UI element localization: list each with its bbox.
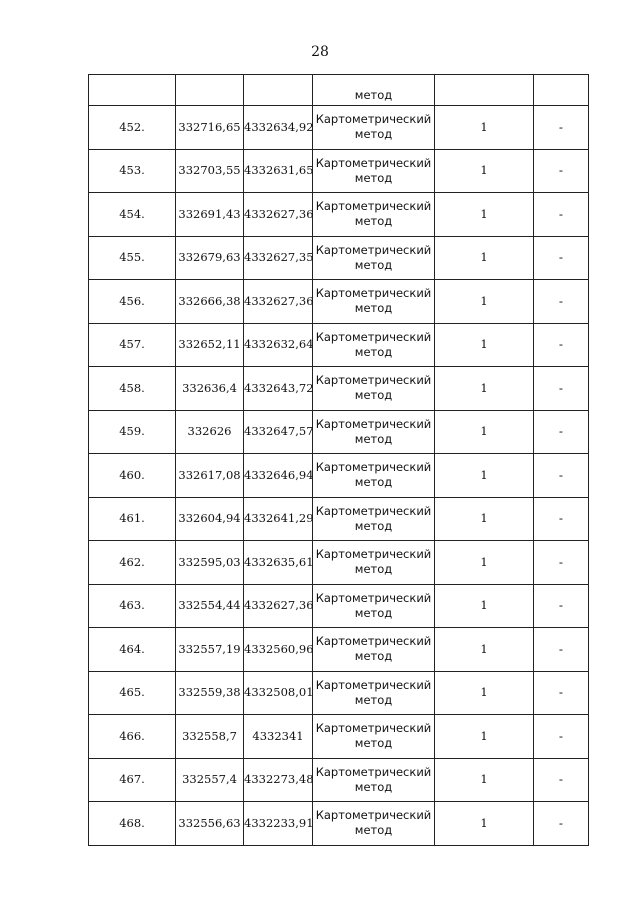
method-line-2: метод [354,475,393,490]
cell-description: - [534,323,589,367]
cell-description [534,75,589,106]
page-number: 28 [311,44,329,60]
cell-y: 4332643,72 [244,367,313,411]
method-line-2: метод [354,779,393,794]
method-line-2: метод [354,649,393,664]
cell-number [89,75,176,106]
cell-x: 332556,63 [176,802,244,846]
method-line-1: Картометрический [315,155,432,170]
cell-method [313,584,435,628]
method-line-2: метод [354,736,393,751]
method-line-2: метод [354,257,393,272]
method-line-1: Картометрический [315,634,432,649]
cell-x: 332652,11 [176,323,244,367]
cell-y: 4332627,36 [244,584,313,628]
cell-method [313,410,435,454]
method-line-1: Картометрический [315,808,432,823]
cell-accuracy: 1 [435,280,534,324]
cell-description: - [534,149,589,193]
method-line-1: Картометрический [315,416,432,431]
cell-number: 457. [89,323,176,367]
cell-y: 4332631,65 [244,149,313,193]
table-body [89,75,589,846]
cell-y: 4332634,92 [244,106,313,150]
method-line-2: метод [354,214,393,229]
table-row [89,497,589,541]
method-line-1: Картометрический [315,242,432,257]
method-line-1: Картометрический [315,547,432,562]
cell-description: - [534,671,589,715]
table-row [89,671,589,715]
cell-description: - [534,193,589,237]
cell-number: 464. [89,628,176,672]
cell-number: 461. [89,497,176,541]
cell-accuracy: 1 [435,497,534,541]
table-row [89,410,589,454]
cell-accuracy: 1 [435,758,534,802]
cell-number: 466. [89,715,176,759]
table-row [89,236,589,280]
cell-x: 332617,08 [176,454,244,498]
cell-y: 4332627,35 [244,236,313,280]
method-line-2: метод [354,344,393,359]
cell-method [313,454,435,498]
cell-method [313,671,435,715]
cell-y: 4332632,64 [244,323,313,367]
cell-method [313,106,435,150]
cell-description: - [534,584,589,628]
cell-method [313,149,435,193]
cell-x: 332557,4 [176,758,244,802]
cell-accuracy: 1 [435,802,534,846]
cell-description: - [534,715,589,759]
method-line-2: метод [354,388,393,403]
table-row [89,584,589,628]
cell-method [313,367,435,411]
method-line-1: Картометрический [315,286,432,301]
cell-accuracy: 1 [435,410,534,454]
cell-method [313,280,435,324]
method-line-1: Картометрический [315,199,432,214]
cell-accuracy: 1 [435,149,534,193]
cell-accuracy: 1 [435,106,534,150]
cell-x [176,75,244,106]
cell-x: 332554,44 [176,584,244,628]
cell-description: - [534,628,589,672]
method-line-1: Картометрический [315,721,432,736]
cell-description: - [534,367,589,411]
cell-number: 455. [89,236,176,280]
cell-y: 4332627,36 [244,280,313,324]
table-row [89,541,589,585]
cell-accuracy: 1 [435,715,534,759]
method-line-2: метод [354,127,393,142]
table-row [89,758,589,802]
method-line-2: метод [354,562,393,577]
cell-method [313,802,435,846]
cell-y: 4332233,91 [244,802,313,846]
cell-method [313,758,435,802]
table-row [89,280,589,324]
method-line-2: метод [354,692,393,707]
cell-x: 332557,19 [176,628,244,672]
cell-description: - [534,758,589,802]
cell-accuracy: 1 [435,193,534,237]
cell-y: 4332647,57 [244,410,313,454]
cell-accuracy: 1 [435,454,534,498]
cell-y: 4332635,61 [244,541,313,585]
method-line-2: метод [354,823,393,838]
cell-y: 4332641,29 [244,497,313,541]
cell-number: 452. [89,106,176,150]
table-row-continuation [89,75,589,106]
cell-description: - [534,236,589,280]
cell-method [313,236,435,280]
cell-accuracy: 1 [435,628,534,672]
cell-y: 4332646,94 [244,454,313,498]
cell-y: 4332627,36 [244,193,313,237]
cell-description: - [534,541,589,585]
method-line-1: Картометрический [315,329,432,344]
cell-number: 459. [89,410,176,454]
cell-number: 454. [89,193,176,237]
cell-accuracy: 1 [435,323,534,367]
method-line-2: метод [354,605,393,620]
coordinates-table [88,74,589,846]
cell-x: 332604,94 [176,497,244,541]
cell-description: - [534,497,589,541]
cell-x: 332595,03 [176,541,244,585]
cell-method [313,628,435,672]
cell-number: 463. [89,584,176,628]
cell-y: 4332273,48 [244,758,313,802]
cell-number: 460. [89,454,176,498]
method-line-1: Картометрический [315,764,432,779]
method-line-1: Картометрический [315,677,432,692]
cell-number: 453. [89,149,176,193]
table-row [89,454,589,498]
cell-y [244,75,313,106]
cell-x: 332679,63 [176,236,244,280]
cell-x: 332636,4 [176,367,244,411]
cell-description: - [534,410,589,454]
cell-x: 332716,65 [176,106,244,150]
cell-accuracy: 1 [435,541,534,585]
cell-x: 332558,7 [176,715,244,759]
method-line-2: метод [354,170,393,185]
cell-method: метод [313,75,435,106]
cell-description: - [534,106,589,150]
cell-accuracy: 1 [435,367,534,411]
method-line-1: Картометрический [315,373,432,388]
method-line-1: Картометрический [315,460,432,475]
cell-x: 332703,55 [176,149,244,193]
cell-x: 332559,38 [176,671,244,715]
table-row [89,715,589,759]
cell-method [313,715,435,759]
cell-x: 332691,43 [176,193,244,237]
cell-number: 462. [89,541,176,585]
cell-accuracy [435,75,534,106]
cell-description: - [534,280,589,324]
cell-x: 332666,38 [176,280,244,324]
method-line-2: метод [354,518,393,533]
method-line-2: метод [354,301,393,316]
cell-method [313,193,435,237]
cell-y: 4332341 [244,715,313,759]
table-row [89,802,589,846]
cell-accuracy: 1 [435,671,534,715]
table-row [89,106,589,150]
cell-y: 4332560,96 [244,628,313,672]
cell-accuracy: 1 [435,584,534,628]
table-row [89,323,589,367]
cell-x: 332626 [176,410,244,454]
cell-method [313,541,435,585]
cell-accuracy: 1 [435,236,534,280]
cell-method [313,497,435,541]
table-row [89,149,589,193]
cell-method [313,323,435,367]
cell-description: - [534,802,589,846]
table-row [89,193,589,237]
method-line-1: Картометрический [315,503,432,518]
cell-number: 456. [89,280,176,324]
table-row [89,367,589,411]
cell-number: 467. [89,758,176,802]
method-line-1: Картометрический [315,112,432,127]
table-row [89,628,589,672]
cell-number: 465. [89,671,176,715]
method-line-1: Картометрический [315,590,432,605]
method-line-2: метод [354,431,393,446]
cell-number: 458. [89,367,176,411]
cell-number: 468. [89,802,176,846]
cell-y: 4332508,01 [244,671,313,715]
cell-description: - [534,454,589,498]
